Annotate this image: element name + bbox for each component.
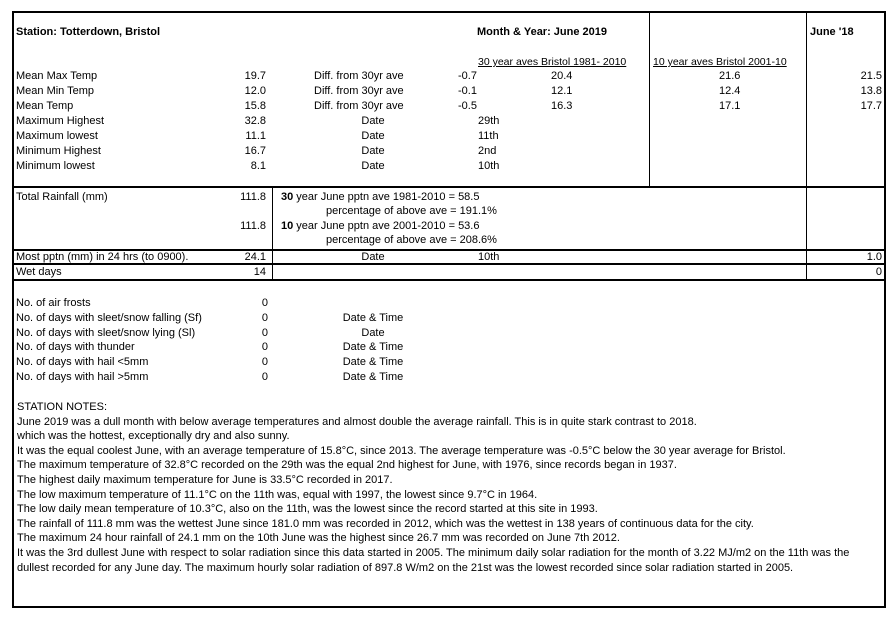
- temp-value: 12.0: [244, 85, 266, 97]
- most-pptn-mid: Date: [361, 251, 385, 263]
- aves-30yr-header: 30 year aves Bristol 1981- 2010: [478, 56, 627, 68]
- temp-date: 11th: [478, 130, 499, 142]
- rainfall-10yr-pct: percentage of above ave = 208.6%: [326, 234, 497, 246]
- note-line: June 2019 was a dull month with below average temperatures and almost double the average rainfall. This is in quite stark contrast to 2018.: [17, 415, 697, 428]
- temp-date: 2nd: [478, 145, 497, 157]
- temp-ave30: 20.4: [551, 70, 573, 82]
- divider-wet-counts: [12, 279, 886, 281]
- divider-col-value: [272, 186, 273, 280]
- temp-label: Minimum Highest: [16, 145, 101, 157]
- count-mid: Date & Time: [342, 312, 404, 324]
- month-year: Month & Year: June 2019: [477, 26, 608, 38]
- temp-value: 32.8: [244, 115, 266, 127]
- temp-mid: Date: [361, 160, 385, 172]
- temp-date: 29th: [478, 115, 500, 127]
- count-label: No. of days with sleet/snow falling (Sf): [16, 312, 202, 324]
- temp-value: 11.1: [245, 130, 266, 142]
- note-line: The maximum temperature of 32.8°C recorded on the 29th was the equal 2nd highest for June, with 1976, since records began in 1937.: [17, 459, 677, 472]
- temp-ave10: 12.4: [719, 85, 741, 97]
- wet-days-label: Wet days: [16, 266, 62, 278]
- temp-diff: -0.7: [458, 70, 477, 82]
- divider-temps-rain: [12, 186, 886, 188]
- notes-heading: STATION NOTES:: [17, 401, 108, 413]
- count-value: 0: [261, 312, 268, 324]
- divider-col-june18: [806, 11, 807, 280]
- temp-mid: Date: [361, 115, 385, 127]
- rainfall-label: Total Rainfall (mm): [16, 191, 108, 203]
- june18-header: June '18: [810, 26, 854, 38]
- rainfall-30yr-pct: percentage of above ave = 191.1%: [326, 205, 497, 217]
- temp-diff: -0.5: [458, 100, 477, 112]
- frame-top: [12, 11, 886, 13]
- wet-days-june18: 0: [875, 266, 882, 278]
- temp-ave10: 17.1: [719, 100, 741, 112]
- count-mid: Date & Time: [342, 356, 404, 368]
- rainfall-value: 111.8: [240, 191, 266, 203]
- temp-value: 16.7: [244, 145, 266, 157]
- note-line: which was the hottest, exceptionally dry and also sunny.: [17, 430, 290, 443]
- count-value: 0: [261, 371, 268, 383]
- temp-date: 10th: [478, 160, 500, 172]
- note-line: The maximum 24 hour rainfall of 24.1 mm on the 10th June was the highest since 26.7 mm was recorded on June 7th 2012.: [17, 532, 620, 545]
- count-mid: Date: [361, 327, 385, 339]
- rainfall-10-text: year June pptn ave 2001-2010 = 53.6: [293, 220, 480, 232]
- temp-label: Maximum lowest: [16, 130, 98, 142]
- divider-col-aves: [649, 11, 650, 187]
- note-line: It was the 3rd dullest June with respect to solar radiation since this data started in 2005. The minimum daily solar radiation for the month of 3.22 MJ/m2 on the 11th was the dullest recorded for any June day. The maximum hourly solar radiation of 897.8 W/m2 on the 21st was the lowest recorded since solar radiation started in 2005.: [17, 546, 850, 574]
- temp-mid: Diff. from 30yr ave: [314, 100, 404, 112]
- temp-diff: -0.1: [458, 85, 477, 97]
- temp-label: Mean Max Temp: [16, 70, 98, 82]
- note-line: The rainfall of 111.8 mm was the wettest June since 181.0 mm was recorded in 2012, which was the wettest in 138 years of continuous data for the city.: [17, 517, 754, 530]
- temp-ave30: 16.3: [551, 100, 573, 112]
- count-label: No. of days with hail >5mm: [16, 371, 149, 383]
- station-notes: [17, 400, 879, 575]
- frame-bottom: [12, 606, 886, 608]
- temp-value: 19.7: [244, 70, 266, 82]
- temp-ave10: 21.6: [719, 70, 741, 82]
- note-line: The low maximum temperature of 11.1°C on the 11th was, equal with 1997, the lowest since 9.7°C in 1964.: [17, 488, 538, 501]
- frame-left: [12, 11, 14, 608]
- most-pptn-label: Most pptn (mm) in 24 hrs (to 0900).: [16, 251, 189, 263]
- temp-june18: 13.8: [860, 85, 882, 97]
- most-pptn-june18: 1.0: [866, 251, 882, 263]
- temp-label: Mean Temp: [16, 100, 74, 112]
- temp-mid: Diff. from 30yr ave: [314, 85, 404, 97]
- count-mid: Date & Time: [342, 371, 404, 383]
- temp-ave30: 12.1: [551, 85, 573, 97]
- rainfall-30-text: year June pptn ave 1981-2010 = 58.5: [293, 191, 480, 203]
- temp-label: Maximum Highest: [16, 115, 105, 127]
- count-label: No. of days with hail <5mm: [16, 356, 149, 368]
- rainfall-value-2: 111.8: [240, 220, 266, 232]
- temp-value: 8.1: [250, 160, 266, 172]
- temp-label: Mean Min Temp: [16, 85, 95, 97]
- temp-value: 15.8: [244, 100, 266, 112]
- station-title: Station: Totterdown, Bristol: [16, 26, 161, 38]
- most-pptn-date: 10th: [478, 251, 500, 263]
- temp-mid: Date: [361, 145, 385, 157]
- rainfall-10-bold: 10: [281, 220, 294, 232]
- rainfall-10yr-line: [281, 220, 479, 233]
- count-label: No. of air frosts: [16, 297, 91, 309]
- count-label: No. of days with thunder: [16, 341, 135, 353]
- temp-mid: Date: [361, 130, 385, 142]
- count-value: 0: [261, 327, 268, 339]
- rainfall-30-bold: 30: [281, 191, 294, 203]
- rainfall-30yr-line: [281, 191, 479, 204]
- count-value: 0: [261, 356, 268, 368]
- most-pptn-value: 24.1: [244, 251, 266, 263]
- frame-right: [884, 11, 886, 608]
- temp-label: Minimum lowest: [16, 160, 95, 172]
- note-line: It was the equal coolest June, with an average temperature of 15.8°C, since 2013. The average temperature was -0.5°C below the 30 year average for Bristol.: [17, 444, 786, 457]
- count-mid: Date & Time: [342, 341, 404, 353]
- temp-june18: 17.7: [860, 100, 882, 112]
- temp-mid: Diff. from 30yr ave: [314, 70, 404, 82]
- aves-10yr-header: 10 year aves Bristol 2001-10: [653, 56, 787, 68]
- note-line: The low daily mean temperature of 10.3°C, also on the 11th, was the lowest since the record started at this site in 1993.: [17, 503, 598, 516]
- temp-june18: 21.5: [860, 70, 882, 82]
- count-value: 0: [261, 341, 268, 353]
- note-line: The highest daily maximum temperature for June is 33.5°C recorded in 2017.: [17, 473, 393, 486]
- count-label: No. of days with sleet/snow lying (Sl): [16, 327, 196, 339]
- wet-days-value: 14: [253, 266, 266, 278]
- count-value: 0: [261, 297, 268, 309]
